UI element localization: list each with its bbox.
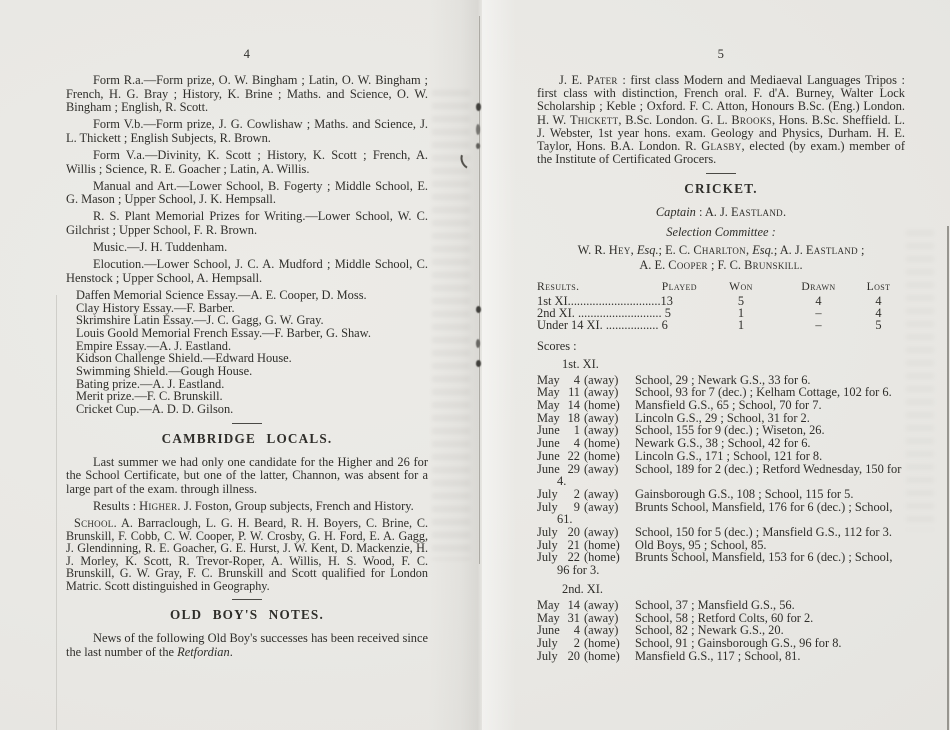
match-venue: (away) (584, 372, 619, 387)
match-month: June (537, 423, 560, 438)
ink-bleed-ghost (432, 90, 470, 560)
section-heading-old-boys-notes: OLD BOY'S NOTES. (170, 607, 324, 623)
section-divider (232, 423, 262, 424)
match-venue: (away) (584, 461, 619, 476)
results-column-header: Results. (537, 280, 580, 294)
first-xi-scores (537, 374, 905, 577)
page-edge-line (56, 295, 57, 730)
match-month: May (537, 597, 560, 612)
prize-list-item: Bating prize.—A. J. Eastland. (76, 376, 225, 391)
match-result: Brunts School, Mansfield, 153 for 6 (dec.) ; School, 96 for 3. (557, 550, 893, 578)
lost-cell: 5 (875, 318, 882, 333)
match-result: Newark G.S., 38 ; School, 42 for 6. (635, 436, 811, 451)
lost-cell: 4 (875, 306, 882, 321)
match-month: May (537, 372, 560, 387)
team-and-played-cell: 2nd XI. ........................... 5 (537, 306, 671, 321)
prize-paragraphs (66, 74, 428, 285)
prize-list (76, 289, 428, 416)
second-xi-scores (537, 599, 905, 663)
match-result: School, 91 ; Gainsborough G.S., 96 for 8. (635, 635, 842, 650)
match-venue: (away) (584, 486, 619, 501)
match-venue: (away) (584, 525, 619, 540)
match-day: 4 (573, 436, 580, 451)
match-day: 11 (568, 385, 580, 400)
match-day: 31 (567, 610, 580, 625)
match-day: 22 (567, 550, 580, 565)
lost-cell: 4 (875, 293, 882, 308)
prize-list-item: Swimming Shield.—Gough House. (76, 364, 253, 379)
match-month: May (537, 398, 560, 413)
won-cell: 5 (737, 293, 745, 308)
results-table-body (537, 295, 905, 332)
match-day: 4 (573, 623, 580, 638)
score-line (537, 599, 905, 612)
match-month: June (537, 623, 560, 638)
match-venue: (away) (584, 410, 619, 425)
score-line (537, 399, 905, 412)
spine-stitch-mark (476, 124, 480, 135)
match-month: July (537, 537, 558, 552)
drawn-cell: – (815, 306, 822, 321)
score-line (537, 637, 905, 650)
match-result: School, 150 for 5 (dec.) ; Mansfield G.S., 112 for 3. (635, 525, 892, 540)
match-day: 4 (573, 372, 580, 387)
team-and-played-cell: 1st XI..............................13 (537, 293, 673, 308)
second-xi-label: 2nd. XI. (562, 581, 603, 596)
match-venue: (home) (584, 550, 620, 565)
match-result: Lincoln G.S., 171 ; School, 121 for 8. (635, 448, 823, 463)
drawn-cell: 4 (815, 293, 822, 308)
paragraph: Elocution.—Lower School, J. C. A. Mudford ; Middle School, C. Henstock ; Upper School, A. Hempsall. (66, 257, 428, 285)
score-line (537, 650, 905, 663)
match-venue: (away) (584, 597, 619, 612)
match-day: 14 (567, 597, 580, 612)
score-line (537, 551, 905, 576)
prize-list-item: Kidson Challenge Shield.—Edward House. (76, 351, 292, 366)
match-day: 9 (573, 499, 580, 514)
match-venue: (home) (584, 648, 620, 663)
prize-list-item: Daffen Memorial Science Essay.—A. E. Cooper, D. Moss. (76, 287, 367, 302)
match-result: Brunts School, Mansfield, 176 for 6 (dec.) ; School, 61. (557, 499, 893, 527)
spine-stitch-mark (476, 143, 480, 149)
paragraph: Form R.a.—Form prize, O. W. Bingham ; Latin, O. W. Bingham ; French, H. G. Bray ; History, K. Brine ; Maths. and Science, O. W. Bingham ; English, R. Scott. (66, 73, 428, 115)
match-venue: (away) (584, 610, 619, 625)
committee-members-line: A. E. Cooper ; F. C. Brunskill. (639, 257, 803, 272)
page-edge-line (947, 226, 949, 730)
match-month: July (537, 486, 558, 501)
paragraph: Form V.b.—Form prize, J. G. Cowlishaw ; Maths. and Science, J. L. Thickett ; English Subjects, R. Brown. (66, 117, 428, 145)
match-day: 14 (567, 398, 580, 413)
match-month: June (537, 461, 560, 476)
committee-members-line: W. R. Hey, Esq.; E. C. Charlton, Esq.; A. J. Eastland ; (577, 243, 865, 258)
old-boys-successes-paragraph: J. E. Pater : first class Modern and Mediaeval Languages Tripos : first class with distinction, French oral. F. d'A. Burney, Walter Lock Scholarship ; Keble ; Oxford. F. C. Atton, Honours B.Sc. (Eng.) London. H. W. Thickett, B.Sc. London. G. L. Brooks, Hons. B.Sc. Sheffield. L. J. Webster, 1st year hons. exam. Geology and Physics, Durham. H. E. Taylor, Hons. B.A. London. R. Glasby, elected (by exam.) member of the Institute of Certificated Grocers. (537, 73, 906, 167)
match-result: School, 58 ; Retford Colts, 60 for 2. (635, 610, 814, 625)
match-day: 2 (573, 635, 580, 650)
match-day: 21 (567, 537, 580, 552)
match-result: Mansfield G.S., 117 ; School, 81. (635, 648, 801, 663)
page-number: 4 (243, 47, 251, 61)
match-result: School, 82 ; Newark G.S., 20. (635, 623, 784, 638)
match-month: May (537, 410, 560, 425)
won-cell: 1 (737, 306, 745, 321)
match-venue: (away) (584, 423, 619, 438)
match-result: Lincoln G.S., 29 ; School, 31 for 2. (635, 410, 810, 425)
match-venue: (home) (584, 448, 620, 463)
match-result: Old Boys, 95 ; School, 85. (635, 537, 767, 552)
match-venue: (home) (584, 635, 620, 650)
match-day: 22 (567, 448, 580, 463)
match-result: School, 189 for 2 (dec.) ; Retford Wednesday, 150 for 4. (557, 461, 902, 489)
section-divider (706, 173, 736, 174)
match-result: Mansfield G.S., 65 ; School, 70 for 7. (635, 398, 822, 413)
results-higher-line: Results : Higher. J. Foston, Group subjects, French and History. (93, 499, 414, 514)
prize-list-item: Skrimshire Latin Essay.—J. C. Gagg, G. W. Gray. (76, 313, 324, 328)
paragraph: Music.—J. H. Tuddenham. (93, 240, 228, 255)
paragraph: Last summer we had only one candidate for the Higher and 26 for the School Certificate, but one of the latter, Channon, was absent for a large part of the exam. through illness. (66, 454, 428, 497)
prize-list-item: Merit prize.—F. C. Brunskill. (76, 389, 223, 404)
score-line (537, 437, 905, 450)
spine-stitch-mark (476, 306, 481, 313)
played-column-header: Played (661, 280, 697, 294)
section-heading-cambridge-locals: CAMBRIDGE LOCALS. (161, 430, 333, 446)
page-number: 5 (717, 47, 725, 61)
results-table-row (537, 319, 905, 331)
spine-stitch-mark (476, 103, 481, 111)
scores-label: Scores : (537, 338, 577, 353)
drawn-column-header: Drawn (801, 280, 836, 294)
first-xi-label: 1st. XI. (562, 356, 599, 371)
match-result: School, 29 ; Newark G.S., 33 for 6. (635, 372, 811, 387)
match-month: June (537, 436, 560, 451)
spine-line (479, 16, 480, 564)
results-table-header-row (537, 281, 905, 293)
match-result: School, 93 for 7 (dec.) ; Kelham Cottage, 102 for 6. (635, 385, 892, 400)
won-cell: 1 (737, 318, 745, 333)
spine-stitch-mark (476, 339, 480, 348)
match-month: July (537, 550, 558, 565)
cricket-results-table (537, 281, 905, 331)
match-result: School, 155 for 9 (dec.) ; Wiseton, 26. (635, 423, 825, 438)
right-page (537, 48, 905, 662)
paragraph: Manual and Art.—Lower School, B. Fogerty ; Middle School, E. G. Mason ; Upper School, J. K. Hempsall. (66, 178, 428, 207)
match-venue: (away) (584, 623, 619, 638)
lost-column-header: Lost (866, 280, 891, 294)
match-month: June (537, 448, 560, 463)
score-line (537, 501, 905, 526)
match-result: Gainsborough G.S., 108 ; School, 115 for 5. (635, 486, 854, 501)
prize-list-item: Louis Goold Memorial French Essay.—F. Barber, G. Shaw. (76, 325, 371, 340)
score-line (537, 526, 905, 539)
match-venue: (away) (584, 385, 619, 400)
match-day: 1 (573, 423, 580, 438)
match-month: July (537, 648, 558, 663)
match-result: School, 37 ; Mansfield G.S., 56. (635, 597, 795, 612)
drawn-cell: – (815, 318, 822, 333)
match-venue: (home) (584, 537, 620, 552)
ink-bleed-ghost (906, 230, 934, 530)
spine-highlight (482, 0, 516, 730)
match-day: 29 (567, 461, 580, 476)
match-day: 20 (567, 525, 580, 540)
match-month: July (537, 525, 558, 540)
match-venue: (home) (584, 398, 620, 413)
match-month: July (537, 635, 558, 650)
match-day: 20 (567, 648, 580, 663)
left-page (66, 48, 428, 663)
section-heading-cricket: CRICKET. (684, 181, 758, 197)
prize-list-item: Clay History Essay.—F. Barber. (76, 300, 235, 315)
won-column-header: Won (729, 280, 753, 294)
prize-list-item: Cricket Cup.—A. D. D. Gilson. (76, 402, 234, 417)
selection-committee-heading: Selection Committee : (666, 224, 776, 239)
match-month: July (537, 499, 558, 514)
second-xi-section (537, 582, 905, 663)
match-month: May (537, 610, 560, 625)
match-venue: (away) (584, 499, 619, 514)
team-and-played-cell: Under 14 XI. ................. 6 (537, 318, 668, 333)
section-divider (232, 599, 262, 600)
match-month: May (537, 385, 560, 400)
match-day: 2 (573, 486, 580, 501)
score-line (537, 463, 905, 488)
paragraph: R. S. Plant Memorial Prizes for Writing.—Lower School, W. C. Gilchrist ; Upper School, F. R. Brown. (66, 209, 428, 237)
prize-list-item: Empire Essay.—A. J. Eastland. (76, 338, 232, 353)
score-line (537, 488, 905, 501)
spine-stitch-mark (476, 360, 481, 367)
match-day: 18 (567, 410, 580, 425)
match-venue: (home) (584, 436, 620, 451)
paragraph: Form V.a.—Divinity, K. Scott ; History, K. Scott ; French, A. Willis ; Science, R. E. Goacher ; Latin, A. Willis. (66, 147, 428, 176)
school-results-paragraph: School. A. Barraclough, L. G. H. Beard, R. H. Boyers, C. Brine, C. Brunskill, F. Cobb, C. W. Cooper, P. W. Crosby, G. H. Ford, E. A. Gagg, J. Glendinning, R. E. Goacher, G. E. Hurst, J. W. Kent, D. Mackenzie, H. J. Morley, K. Scott, R. Trevor-Roper, A. Willis, H. S. Wood, F. C. Brunskill, G. W. Gray, F. C. Brunskill and Scott qualified for London Matric. Scott distinguished in Geography. (66, 516, 428, 593)
captain-line: Captain : A. J. Eastland. (655, 205, 787, 220)
paragraph: News of the following Old Boy's successes has been received since the last number of the Retfordian. (66, 631, 428, 659)
score-line (537, 450, 905, 463)
